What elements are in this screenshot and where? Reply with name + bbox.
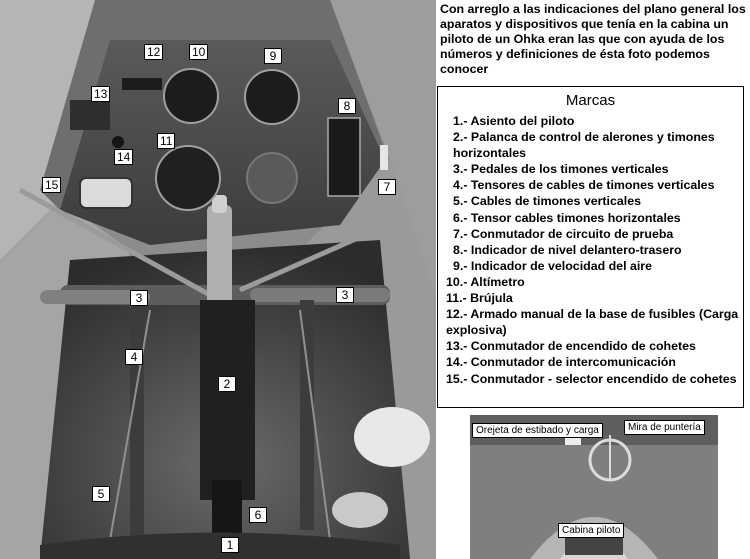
legend-item: 14.- Conmutador de intercomunicación [446,355,676,370]
inset-label-cabina: Cabina piloto [558,523,624,538]
marker-5: 5 [92,486,110,502]
legend-item: 8.- Indicador de nivel delantero-trasero [453,242,682,257]
marker-3-left: 3 [130,290,148,306]
marker-8: 8 [338,98,356,114]
marker-9: 9 [264,48,282,64]
legend-item: 6.- Tensor cables timones horizontales [453,210,681,225]
inset-label-mira: Mira de puntería [624,420,705,435]
legend-item: 12.- Armado manual de la base de fusibles (Carga explosiva) [446,307,739,338]
legend-title: Marcas [565,92,616,109]
legend-item: 9.- Indicador de velocidad del aire [453,258,653,273]
marker-11: 11 [157,133,175,149]
legend-item: 11.- Brújula [446,291,513,306]
marker-13: 13 [91,86,110,102]
legend-item: 13.- Conmutador de encendido de cohetes [446,339,696,354]
marker-6: 6 [249,507,267,523]
legend-box [437,86,744,408]
legend-item: 5.- Cables de timones verticales [453,194,642,209]
legend-item: 2.- Palanca de control de alerones y timones horizontales [453,130,715,161]
legend-item: 15.- Conmutador - selector encendido de cohetes [446,371,737,386]
marker-1: 1 [221,537,239,553]
legend-item: 1.- Asiento del piloto [453,114,575,128]
marker-12: 12 [144,44,163,60]
intro-paragraph: Con arreglo a las indicaciones del plano general los aparatos y dispositivos que tenía en la cabina un piloto de un Ohka eran las que con ayuda de los números y definiciones de ésta foto podemos conocer [440,2,746,76]
legend-list [438,113,743,387]
legend-item: 4.- Tensores de cables de timones verticales [453,178,715,193]
marker-7: 7 [378,179,396,195]
legend-item: 7.- Conmutador de circuito de prueba [453,226,674,241]
marker-3-right: 3 [336,287,354,303]
legend-item: 3.- Pedales de los timones verticales [453,162,669,177]
marker-15: 15 [42,177,61,193]
marker-4: 4 [125,349,143,365]
inset-photo [470,415,718,559]
inset-label-orejeta: Orejeta de estibado y carga [472,423,603,438]
marker-10: 10 [189,44,208,60]
marker-14: 14 [114,149,133,165]
marker-2: 2 [218,376,236,392]
legend-item: 10.- Altímetro [446,274,525,289]
